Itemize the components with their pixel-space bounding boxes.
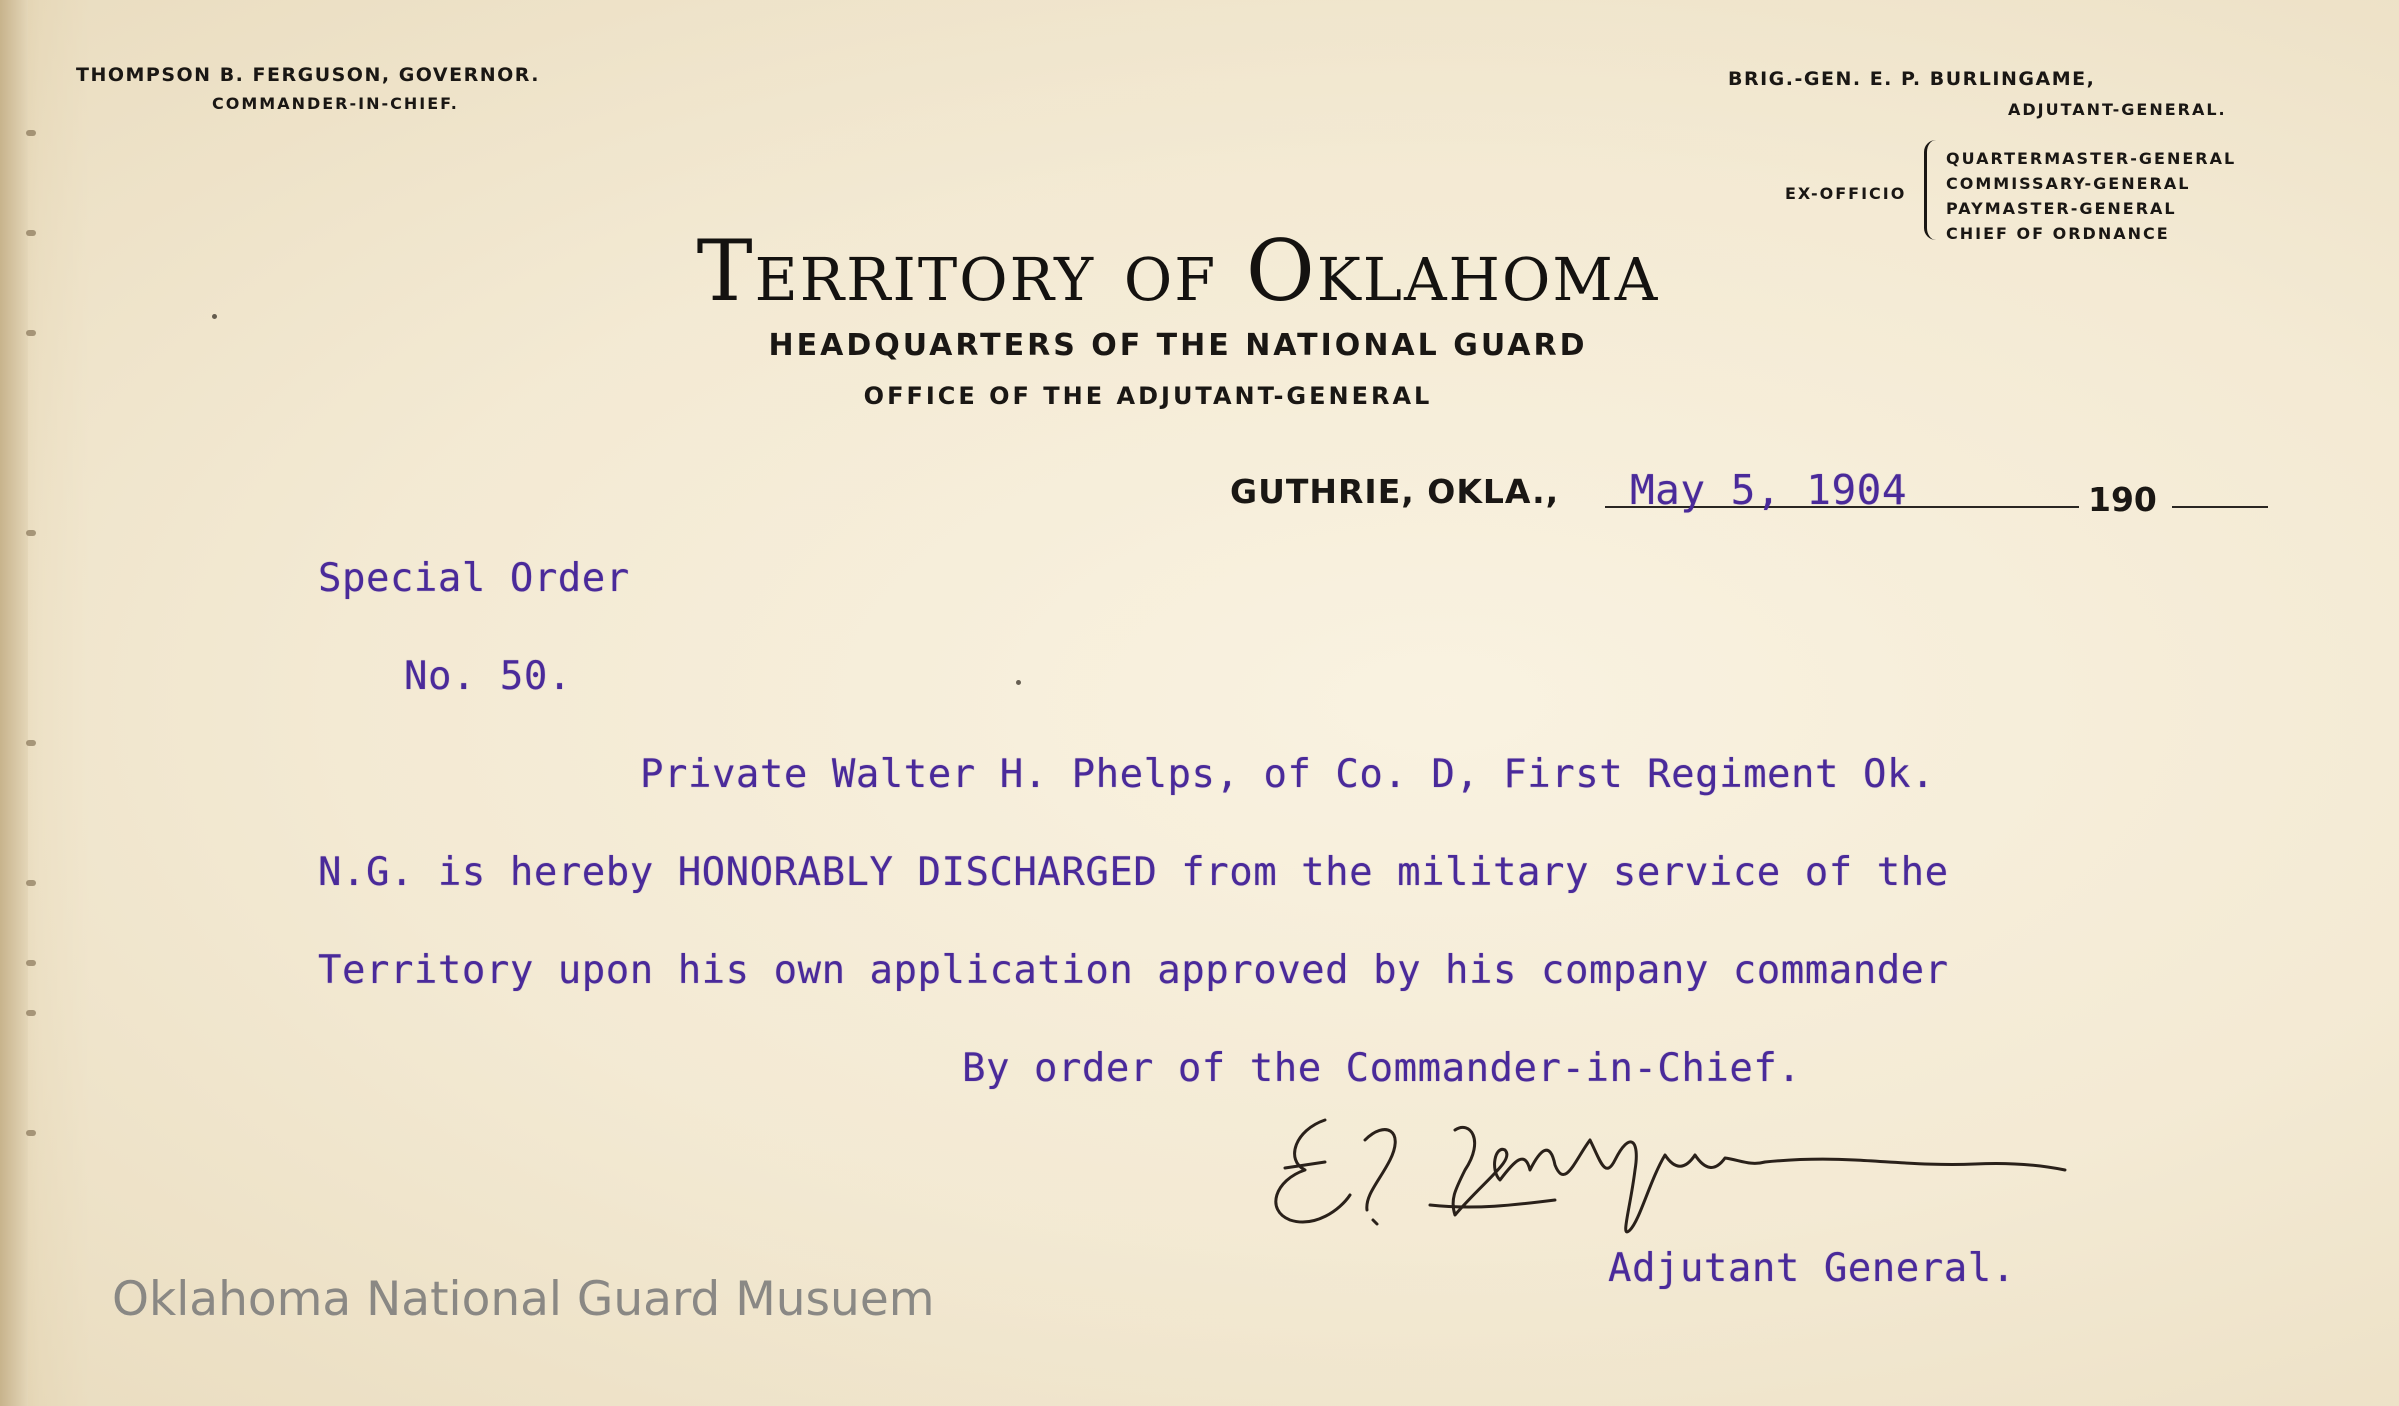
ink-speck [212, 314, 217, 319]
letterhead-title: Territory of Oklahoma [696, 222, 1660, 320]
letterhead-subtitle: HEADQUARTERS OF THE NATIONAL GUARD [768, 328, 1588, 363]
ex-officio-list [1946, 146, 2236, 246]
year-underline [2172, 506, 2268, 508]
ex-officio-label: EX-OFFICIO [1785, 184, 1907, 203]
edge-mark [26, 130, 36, 136]
museum-watermark: Oklahoma National Guard Musuem [112, 1272, 935, 1327]
ex-officio-role: QUARTERMASTER-GENERAL [1946, 149, 2237, 168]
adjutant-line: BRIG.-GEN. E. P. BURLINGAME, [1728, 68, 2096, 90]
body-line: Territory upon his own application approved by his company commander [318, 948, 1949, 993]
handwritten-signature [1255, 1100, 2135, 1250]
closing-line: By order of the Commander-in-Chief. [962, 1046, 1802, 1091]
edge-mark [26, 960, 36, 966]
governor-title: COMMANDER-IN-CHIEF. [212, 94, 459, 113]
year-prefix: 190 [2088, 480, 2157, 519]
letter-date: May 5, 1904 [1630, 466, 1908, 514]
place-line: GUTHRIE, OKLA., [1230, 472, 1560, 511]
ex-officio-role: PAYMASTER-GENERAL [1946, 199, 2177, 218]
ex-officio-role: COMMISSARY-GENERAL [1946, 174, 2191, 193]
signer-title: Adjutant General. [1608, 1246, 2016, 1291]
edge-mark [26, 1010, 36, 1016]
governor-line: THOMPSON B. FERGUSON, GOVERNOR. [76, 64, 540, 86]
edge-mark [26, 740, 36, 746]
letterhead-office: OFFICE OF THE ADJUTANT-GENERAL [863, 382, 1433, 410]
body-line: Private Walter H. Phelps, of Co. D, First Regiment Ok. [640, 752, 1935, 797]
edge-mark [26, 1130, 36, 1136]
body-line: N.G. is hereby HONORABLY DISCHARGED from the military service of the [318, 850, 1949, 895]
paper-left-edge [0, 0, 28, 1406]
signature-text: E. P. Burlingame [1255, 1100, 1264, 1101]
ink-speck [1016, 680, 1021, 685]
adjutant-title: ADJUTANT-GENERAL. [2008, 100, 2227, 119]
ex-officio-role: CHIEF OF ORDNANCE [1946, 224, 2170, 243]
edge-mark [26, 530, 36, 536]
edge-mark [26, 230, 36, 236]
order-number: No. 50. [404, 654, 572, 699]
ex-officio-brace [1924, 140, 1941, 240]
order-heading: Special Order [318, 556, 630, 601]
edge-mark [26, 330, 36, 336]
edge-mark [26, 880, 36, 886]
